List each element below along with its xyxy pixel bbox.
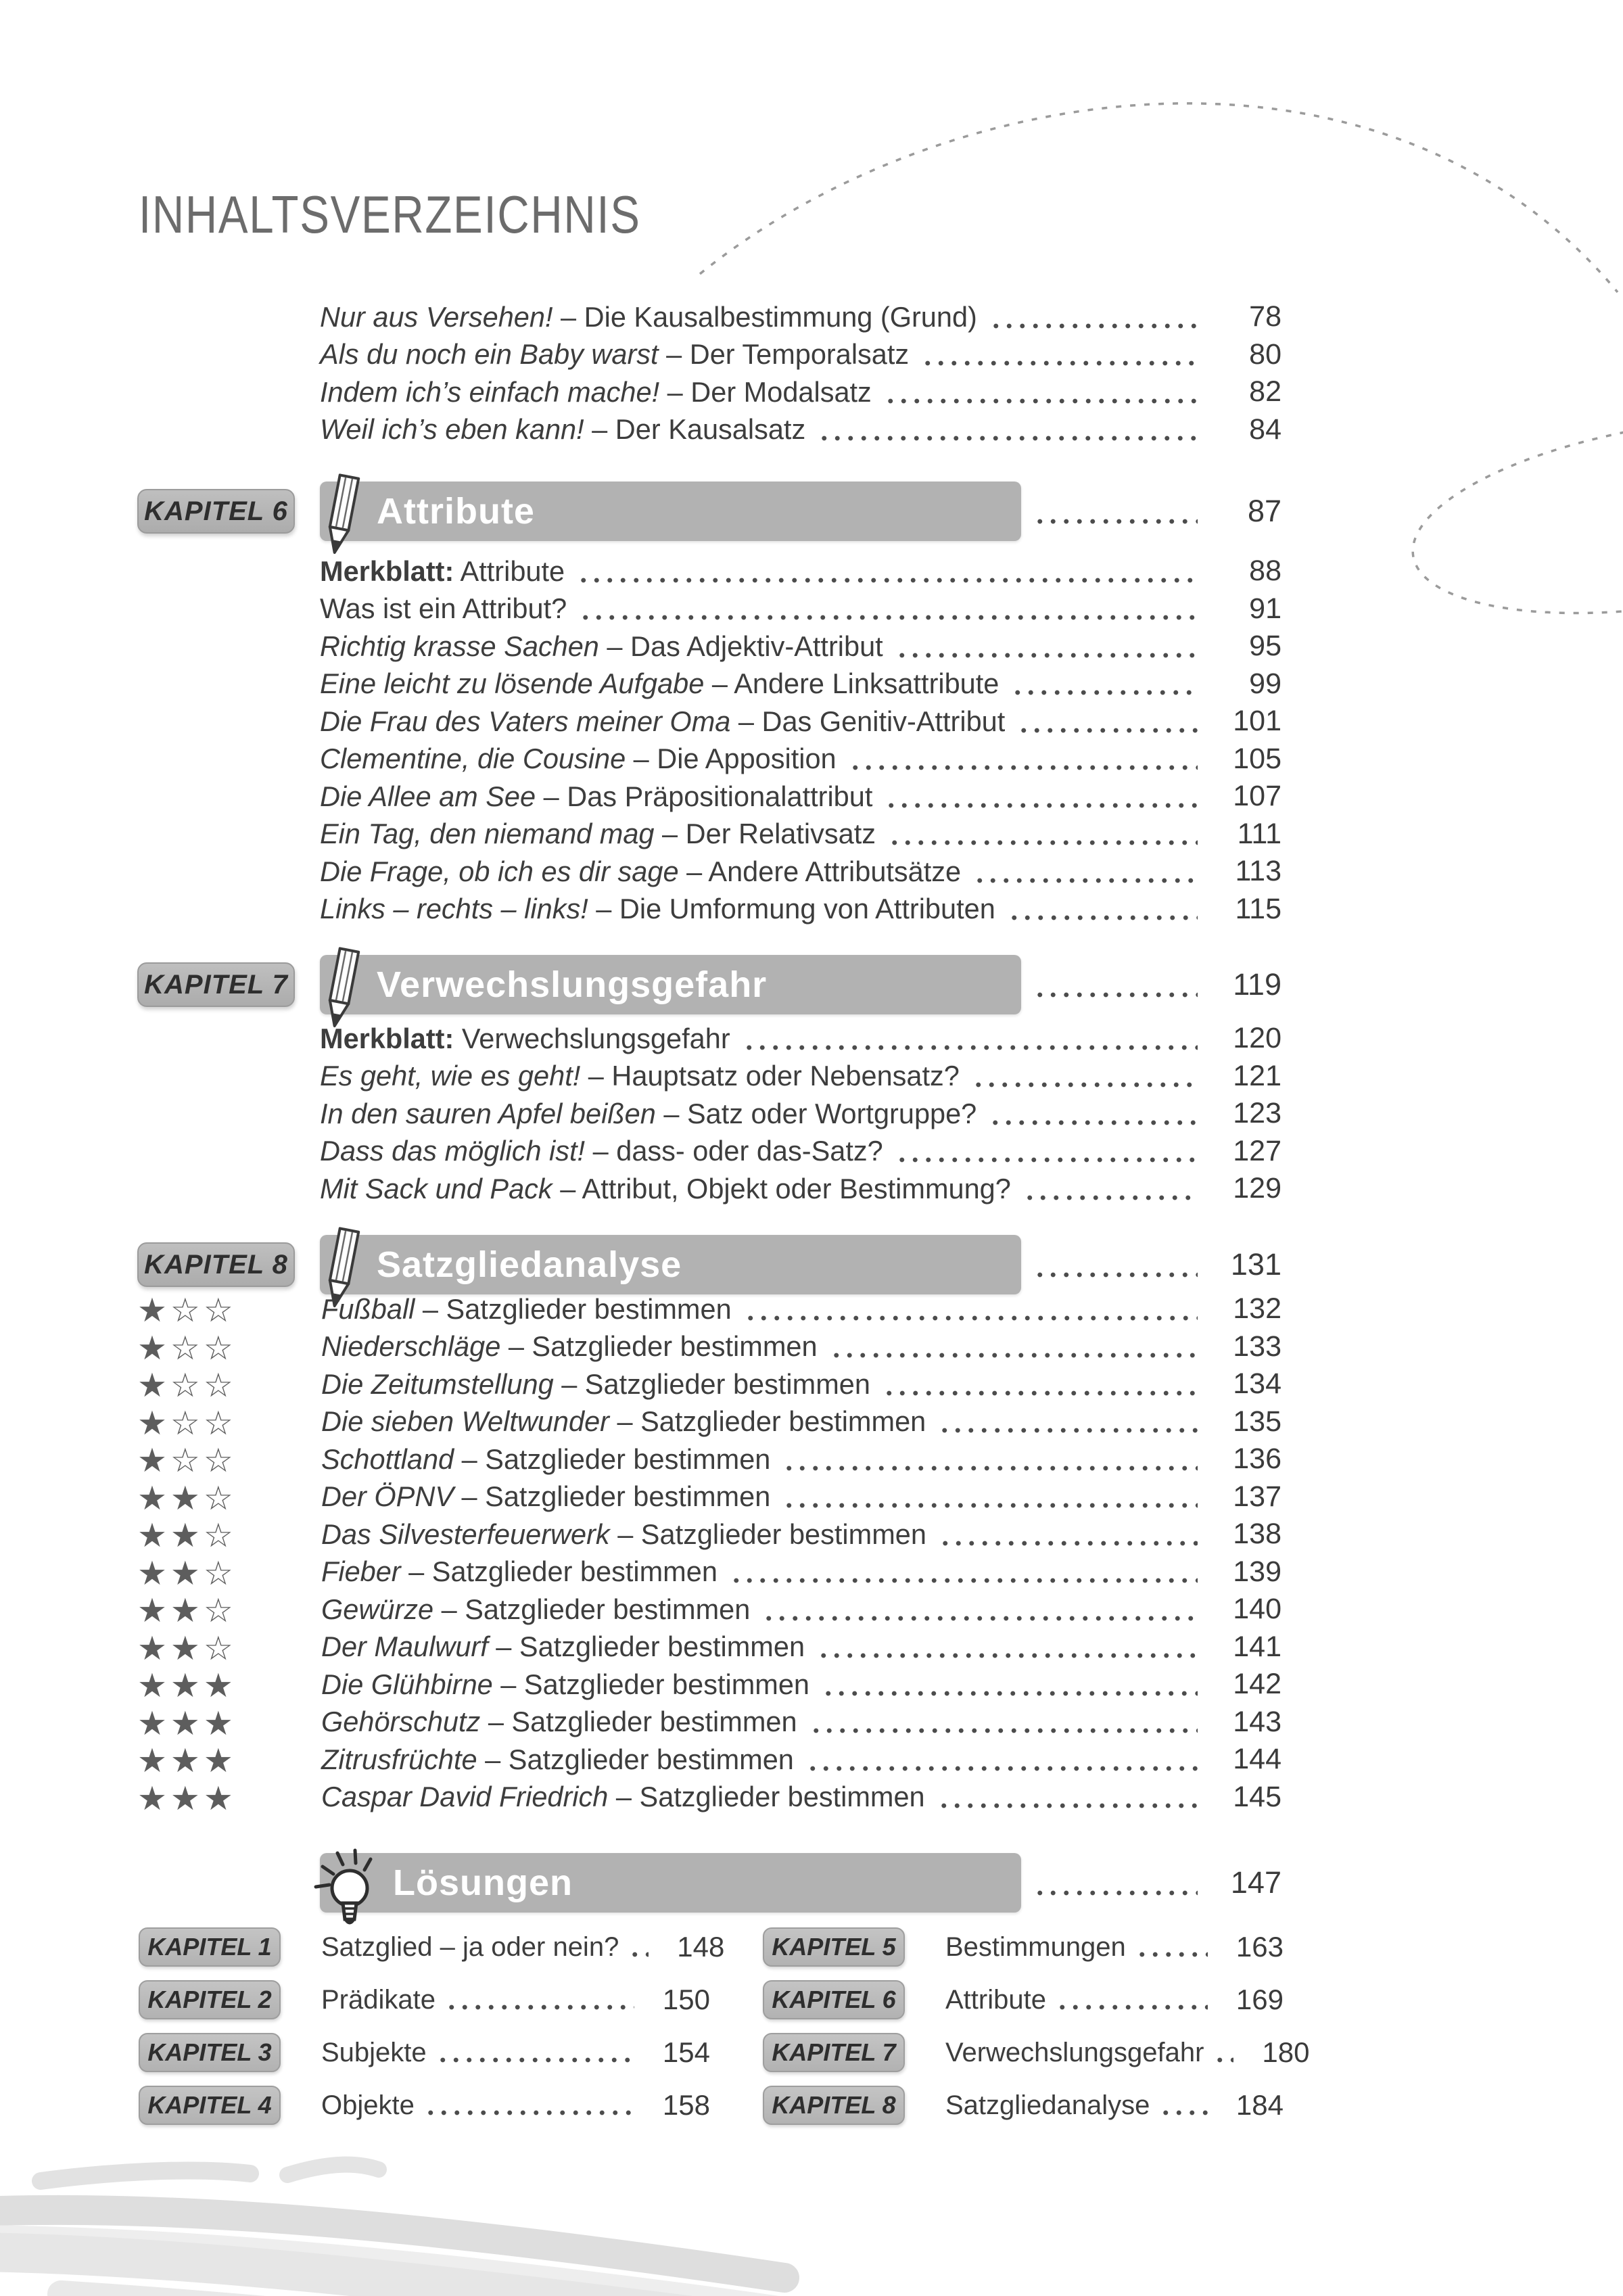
toc-entry-title: Nur aus Versehen! – Die Kausalbestimmung (Grund) — [320, 300, 977, 333]
toc-entry-page: 139 — [1233, 1555, 1281, 1588]
toc-entry-row — [320, 778, 1281, 816]
dotted-leader — [818, 436, 1198, 441]
dotted-leader — [1056, 2005, 1208, 2010]
toc-entry-title: Was ist ein Attribut? — [320, 592, 567, 625]
toc-entry-row — [320, 665, 1281, 703]
chapter-8-bar — [320, 1235, 1021, 1294]
toc-entry-row — [137, 1741, 1281, 1779]
dotted-leader — [445, 2005, 634, 2010]
solutions-row-title: Satzglied – ja oder nein? — [321, 1931, 619, 1962]
solutions-title: Lösungen — [393, 1862, 573, 1903]
toc-entry-title: Dass das möglich ist! – dass- oder das-Satz? — [320, 1135, 883, 1167]
solutions-row — [763, 2026, 1310, 2079]
chapter-7-badge: KAPITEL 7 — [137, 962, 295, 1007]
toc-entry-title: Die Allee am See – Das Präpositionalattribut — [320, 780, 873, 812]
chapter-6-list — [0, 553, 1623, 928]
solutions-row — [763, 1973, 1284, 2026]
dotted-leader — [1033, 992, 1198, 998]
chapter-badge: KAPITEL 8 — [763, 2086, 905, 2125]
toc-entry-title: Caspar David Friedrich – Satzglieder bestimmen — [321, 1781, 925, 1813]
toc-entry-page: 82 — [1249, 375, 1281, 408]
chapter-7-bar — [320, 955, 1021, 1014]
dotted-leader — [809, 1728, 1198, 1733]
dotted-leader — [1135, 1952, 1208, 1957]
toc-entry-page: 144 — [1233, 1743, 1281, 1776]
toc-entry-title: Gewürze – Satzglieder bestimmen — [321, 1593, 751, 1625]
dotted-leader — [883, 1390, 1198, 1396]
dotted-leader — [1159, 2110, 1208, 2115]
solutions-row-page: 158 — [662, 2089, 710, 2121]
toc-entry-title: Schottland – Satzglieder bestimmen — [321, 1443, 771, 1475]
dotted-leader — [436, 2057, 634, 2063]
toc-entry-row — [320, 336, 1281, 374]
toc-entry-page: 95 — [1249, 630, 1281, 663]
toc-entry-title: Die Frau des Vaters meiner Oma – Das Genitiv-Attribut — [320, 705, 1006, 737]
toc-entry-title: Fieber – Satzglieder bestimmen — [321, 1555, 718, 1588]
toc-entry-page: 133 — [1233, 1330, 1281, 1363]
solutions-row-title: Prädikate — [321, 1984, 436, 2015]
toc-entry-row — [320, 816, 1281, 853]
toc-entry-page: 132 — [1233, 1292, 1281, 1326]
toc-entry-row — [320, 553, 1281, 590]
dotted-leader — [782, 1466, 1198, 1471]
chapter-6-header — [0, 482, 1623, 541]
dotted-leader — [989, 323, 1198, 329]
solutions-row-title: Bestimmungen — [945, 1931, 1126, 1962]
dotted-leader — [939, 1541, 1198, 1546]
toc-entry-page: 138 — [1233, 1518, 1281, 1551]
toc-entry-row — [320, 703, 1281, 741]
toc-entry-row — [137, 1704, 1281, 1741]
toc-entry-page: 129 — [1233, 1172, 1281, 1205]
chapter-6-bar — [320, 482, 1021, 541]
dotted-leader — [577, 578, 1198, 583]
solutions-row — [139, 2079, 710, 2132]
dotted-leader — [888, 840, 1198, 845]
dotted-leader — [895, 653, 1198, 658]
solutions-row-page: 163 — [1236, 1931, 1284, 1963]
dotted-leader — [972, 1082, 1198, 1087]
solutions-page: 147 — [1230, 1865, 1281, 1900]
toc-entry-row — [320, 891, 1281, 929]
solutions-row-title: Verwechslungsgefahr — [945, 2037, 1204, 2067]
chapter-8-header — [0, 1235, 1623, 1294]
toc-entry-title: Richtig krasse Sachen – Das Adjektiv-Attribut — [320, 630, 883, 662]
dotted-leader — [817, 1653, 1198, 1658]
toc-entry-title: Weil ich’s eben kann! – Der Kausalsatz — [320, 413, 806, 446]
toc-entry-row — [137, 1629, 1281, 1666]
page-title: INHALTSVERZEICHNIS — [139, 185, 641, 244]
dotted-leader — [921, 360, 1198, 366]
toc-entry-row — [320, 1020, 1281, 1058]
difficulty-stars-icon: ★★★ — [137, 1704, 237, 1743]
toc-entry-row — [320, 1058, 1281, 1096]
toc-entry-title: Der Maulwurf – Satzglieder bestimmen — [321, 1631, 805, 1663]
chapter-badge: KAPITEL 1 — [139, 1927, 281, 1967]
toc-entry-row — [137, 1516, 1281, 1553]
toc-entry-title: Die Frage, ob ich es dir sage – Andere Attributsätze — [320, 855, 962, 887]
toc-entry-title: Der ÖPNV – Satzglieder bestimmen — [321, 1480, 771, 1513]
toc-entry-page: 113 — [1235, 855, 1281, 888]
toc-entry-page: 111 — [1237, 817, 1281, 850]
toc-entry-row — [137, 1365, 1281, 1403]
toc-entry-page: 107 — [1233, 780, 1281, 813]
toc-entry-row — [320, 298, 1281, 336]
difficulty-stars-icon: ★★☆ — [137, 1553, 237, 1593]
dotted-leader — [762, 1616, 1198, 1621]
chapter-7-page: 119 — [1233, 967, 1281, 1002]
chapter-6-badge: KAPITEL 6 — [137, 489, 295, 534]
dotted-leader — [1017, 728, 1198, 733]
toc-entry-page: 143 — [1233, 1705, 1281, 1738]
solutions-row — [139, 2026, 710, 2079]
dotted-leader — [424, 2110, 634, 2115]
solutions-chapter-grid — [139, 1921, 1310, 2132]
dotted-leader — [830, 1353, 1198, 1358]
difficulty-stars-icon: ★☆☆ — [137, 1403, 237, 1443]
dotted-leader — [744, 1315, 1198, 1321]
dotted-leader — [1213, 2057, 1233, 2063]
toc-entry-page: 84 — [1249, 413, 1281, 446]
solutions-row — [139, 1921, 725, 1973]
solutions-row-page: 184 — [1236, 2089, 1284, 2121]
chapter-badge: KAPITEL 7 — [763, 2033, 905, 2072]
toc-entry-row — [320, 590, 1281, 628]
dotted-leader — [884, 398, 1198, 404]
chapter-8-title: Satzgliedanalyse — [377, 1244, 682, 1285]
dotted-leader — [1033, 1890, 1198, 1896]
chapter-8-badge: KAPITEL 8 — [137, 1242, 295, 1287]
solutions-row-page: 154 — [662, 2036, 710, 2068]
dotted-leader — [1033, 1272, 1198, 1278]
chapter-6-page: 87 — [1247, 494, 1281, 528]
chapter-badge: KAPITEL 6 — [763, 1980, 905, 2019]
toc-entry-row — [137, 1666, 1281, 1704]
toc-entry-page: 136 — [1233, 1443, 1281, 1476]
toc-entry-row — [320, 741, 1281, 778]
dotted-leader — [782, 1503, 1198, 1508]
dotted-leader — [973, 878, 1198, 883]
chapter-badge: KAPITEL 3 — [139, 2033, 281, 2072]
toc-entry-page: 120 — [1233, 1022, 1281, 1055]
toc-entry-row — [320, 373, 1281, 411]
solutions-row-title: Attribute — [945, 1984, 1046, 2015]
toc-entry-page: 88 — [1249, 555, 1281, 588]
chapter-8-list — [0, 1290, 1623, 1816]
toc-entry-title: Es geht, wie es geht! – Hauptsatz oder Nebensatz? — [320, 1060, 960, 1092]
toc-entry-page: 142 — [1233, 1668, 1281, 1701]
dotted-leader — [895, 1157, 1198, 1163]
toc-intro-list — [0, 298, 1623, 448]
toc-entry-title: Indem ich’s einfach mache! – Der Modalsatz — [320, 375, 872, 408]
toc-entry-page: 101 — [1233, 705, 1281, 738]
toc-entry-row — [137, 1403, 1281, 1441]
difficulty-stars-icon: ★★★ — [137, 1741, 237, 1781]
solutions-row-title: Subjekte — [321, 2037, 427, 2067]
toc-entry-row — [320, 853, 1281, 891]
dotted-leader — [822, 1691, 1198, 1696]
dotted-leader — [885, 803, 1198, 808]
dotted-leader — [628, 1952, 649, 1957]
solutions-bar — [320, 1853, 1021, 1913]
chapter-7-header — [0, 955, 1623, 1014]
toc-entry-row — [137, 1478, 1281, 1516]
difficulty-stars-icon: ★★☆ — [137, 1516, 237, 1555]
solutions-row-page: 180 — [1262, 2036, 1310, 2068]
difficulty-stars-icon: ★★☆ — [137, 1629, 237, 1668]
dotted-leader — [730, 1578, 1198, 1583]
toc-entry-title: Gehörschutz – Satzglieder bestimmen — [321, 1706, 797, 1738]
toc-entry-title: Die Zeitumstellung – Satzglieder bestimmen — [321, 1367, 870, 1400]
toc-entry-title: Ein Tag, den niemand mag – Der Relativsatz — [320, 818, 876, 850]
solutions-row — [763, 2079, 1284, 2132]
toc-entry-row — [137, 1779, 1281, 1817]
difficulty-stars-icon: ★★☆ — [137, 1591, 237, 1631]
chapter-7-title: Verwechslungsgefahr — [377, 964, 768, 1005]
solutions-row-page: 169 — [1236, 1984, 1284, 2015]
dotted-leader — [579, 615, 1198, 620]
toc-entry-row — [137, 1553, 1281, 1591]
chalk-scribble-decoration — [0, 2117, 1129, 2296]
toc-entry-page: 80 — [1249, 337, 1281, 371]
solutions-row — [139, 1973, 710, 2026]
toc-entry-page: 78 — [1249, 300, 1281, 333]
toc-entry-title: Mit Sack und Pack – Attribut, Objekt oder Bestimmung? — [320, 1172, 1011, 1204]
toc-entry-page: 145 — [1233, 1780, 1281, 1813]
toc-entry-page: 141 — [1233, 1630, 1281, 1663]
dotted-leader — [937, 1803, 1198, 1808]
solutions-header — [0, 1853, 1623, 1913]
toc-entry-row — [320, 1133, 1281, 1171]
toc-entry-page: 121 — [1233, 1059, 1281, 1092]
dotted-leader — [1023, 1195, 1198, 1200]
difficulty-stars-icon: ★☆☆ — [137, 1328, 237, 1367]
solutions-row-title: Objekte — [321, 2090, 415, 2120]
difficulty-stars-icon: ★☆☆ — [137, 1366, 237, 1405]
dotted-leader — [938, 1428, 1198, 1433]
toc-entry-title: Niederschläge – Satzglieder bestimmen — [321, 1330, 818, 1363]
toc-entry-title: Die sieben Weltwunder – Satzglieder bestimmen — [321, 1405, 926, 1438]
toc-entry-page: 115 — [1235, 892, 1281, 925]
pencil-icon — [320, 469, 363, 564]
toc-entry-title: Merkblatt: Verwechslungsgefahr — [320, 1022, 730, 1054]
dotted-leader — [849, 765, 1198, 770]
toc-entry-page: 123 — [1233, 1097, 1281, 1130]
toc-entry-row — [320, 1095, 1281, 1133]
toc-entry-page: 140 — [1233, 1593, 1281, 1626]
dotted-leader — [1011, 690, 1198, 695]
dotted-leader — [1033, 519, 1198, 524]
toc-entry-title: In den sauren Apfel beißen – Satz oder Wortgruppe? — [320, 1097, 977, 1129]
toc-entry-title: Eine leicht zu lösende Aufgabe – Andere Linksattribute — [320, 667, 999, 700]
toc-entry-page: 137 — [1233, 1480, 1281, 1513]
solutions-row — [763, 1921, 1284, 1973]
difficulty-stars-icon: ★☆☆ — [137, 1291, 237, 1330]
chapter-badge: KAPITEL 2 — [139, 1980, 281, 2019]
toc-entry-row — [320, 1170, 1281, 1208]
toc-entry-page: 105 — [1233, 742, 1281, 775]
solutions-row-page: 150 — [662, 1984, 710, 2015]
toc-entry-title: Merkblatt: Attribute — [320, 555, 565, 587]
toc-entry-page: 91 — [1249, 592, 1281, 625]
solutions-row-title: Satzgliedanalyse — [945, 2090, 1150, 2120]
chapter-badge: KAPITEL 4 — [139, 2086, 281, 2125]
toc-entry-page: 99 — [1249, 667, 1281, 700]
toc-entry-title: Zitrusfrüchte – Satzglieder bestimmen — [321, 1743, 794, 1775]
difficulty-stars-icon: ★★★ — [137, 1779, 237, 1818]
dotted-leader — [806, 1766, 1198, 1771]
toc-entry-page: 127 — [1233, 1134, 1281, 1167]
dotted-leader — [743, 1045, 1198, 1050]
toc-entry-row — [137, 1440, 1281, 1478]
dotted-leader — [989, 1120, 1198, 1125]
difficulty-stars-icon: ★★★ — [137, 1666, 237, 1706]
dotted-leader — [1008, 915, 1198, 920]
toc-entry-title: Das Silvesterfeuerwerk – Satzglieder bestimmen — [321, 1518, 926, 1550]
toc-entry-row — [137, 1328, 1281, 1366]
toc-entry-page: 135 — [1233, 1405, 1281, 1438]
toc-entry-title: Fußball – Satzglieder bestimmen — [321, 1292, 732, 1325]
toc-entry-title: Die Glühbirne – Satzglieder bestimmen — [321, 1668, 810, 1700]
toc-entry-page: 134 — [1233, 1367, 1281, 1401]
toc-entry-row — [320, 628, 1281, 665]
difficulty-stars-icon: ★☆☆ — [137, 1441, 237, 1480]
chapter-7-list — [0, 1020, 1623, 1208]
chapter-8-page: 131 — [1230, 1247, 1281, 1282]
toc-entry-row — [320, 411, 1281, 449]
toc-entry-row — [137, 1591, 1281, 1629]
toc-entry-title: Clementine, die Cousine – Die Apposition — [320, 743, 837, 775]
chapter-6-title: Attribute — [377, 491, 535, 532]
toc-entry-title: Links – rechts – links! – Die Umformung von Attributen — [320, 893, 995, 925]
solutions-row-page: 148 — [677, 1931, 725, 1963]
toc-entry-row — [137, 1290, 1281, 1328]
toc-entry-title: Als du noch ein Baby warst – Der Temporalsatz — [320, 338, 910, 371]
chapter-badge: KAPITEL 5 — [763, 1927, 905, 1967]
difficulty-stars-icon: ★★☆ — [137, 1478, 237, 1518]
